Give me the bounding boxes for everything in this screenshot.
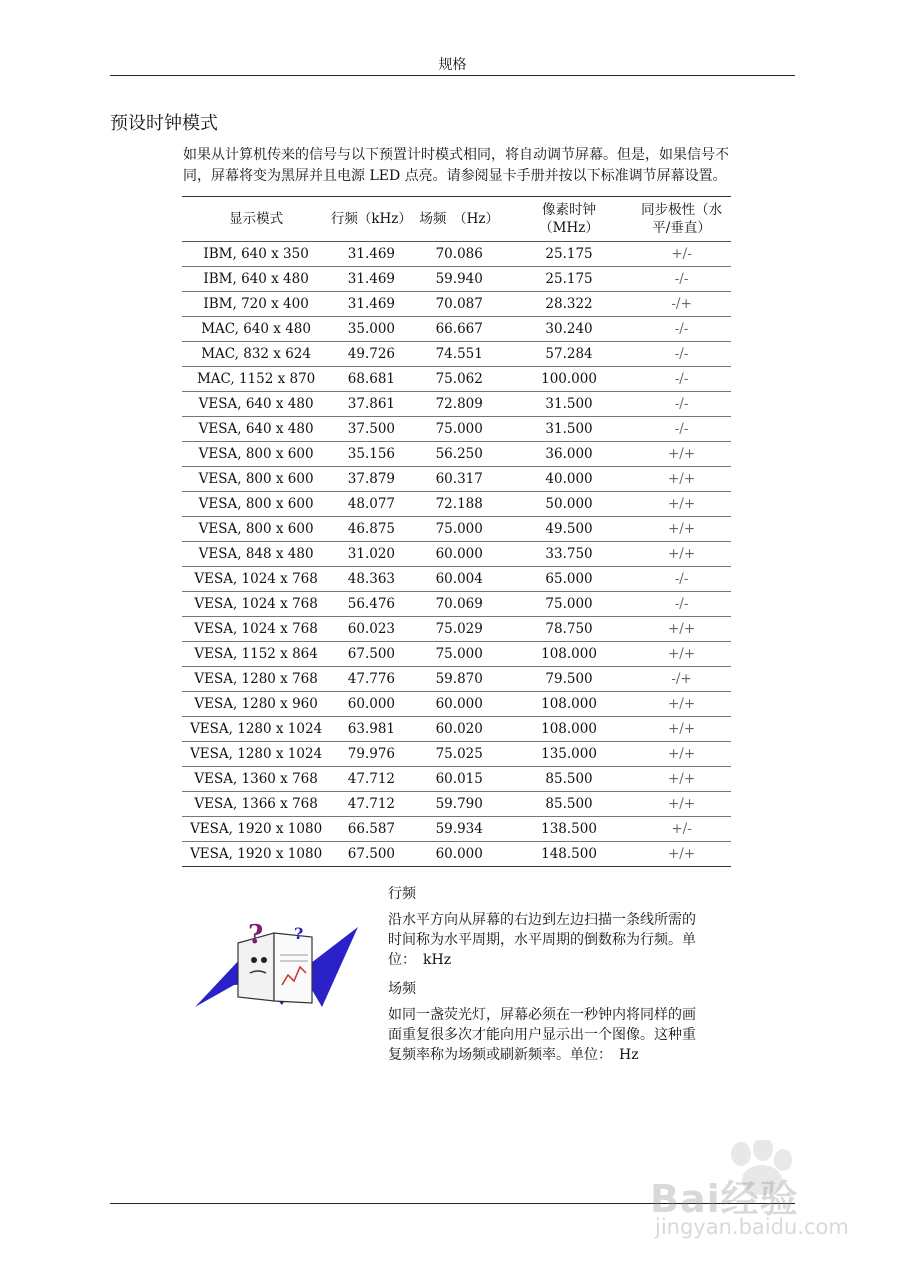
cell-sync: -/-: [632, 342, 731, 367]
hfreq-description: [388, 910, 728, 970]
vfreq-desc-line: 复频率称为场频或刷新频率。单位： Hz: [388, 1047, 639, 1063]
table-row: [182, 367, 731, 392]
cell-pclk: 135.000: [506, 742, 632, 767]
cell-mode: IBM, 720 x 400: [182, 292, 330, 317]
cell-pclk: 30.240: [506, 317, 632, 342]
cell-sync: +/+: [667, 846, 696, 862]
cell-mode: VESA, 848 x 480: [182, 542, 330, 567]
timing-mode-table: [182, 196, 731, 867]
cell-sync: +/-: [632, 817, 731, 842]
cell-vfreq: 60.000: [413, 692, 506, 717]
cell-vfreq: 70.086: [413, 242, 506, 267]
table-row: [182, 767, 731, 792]
cell-hfreq: 47.712: [330, 767, 412, 792]
cell-vfreq: 59.934: [413, 817, 506, 842]
table-row: [182, 442, 731, 467]
cell-pclk: 28.322: [506, 292, 632, 317]
cell-sync: +/+: [632, 492, 731, 517]
cell-vfreq: 72.188: [413, 492, 506, 517]
intro-line: 如果从计算机传来的信号与以下预置计时模式相同，将自动调节屏幕。但是，如果信号不: [183, 147, 729, 163]
cell-pclk: 148.500: [541, 846, 597, 862]
cell-sync: +/+: [632, 792, 731, 817]
col-header-sync-line1: 同步极性（水: [641, 202, 723, 218]
cell-vfreq: 70.069: [413, 592, 506, 617]
cell-hfreq: 35.156: [330, 442, 412, 467]
cell-vfreq: 59.940: [413, 267, 506, 292]
cell-pclk: 31.500: [506, 417, 632, 442]
cell-sync: +/+: [632, 442, 731, 467]
cell-sync: +/+: [632, 717, 731, 742]
table-row: [182, 667, 731, 692]
cell-vfreq: 66.667: [413, 317, 506, 342]
vfreq-term: 场频: [388, 981, 416, 997]
hfreq-term: 行频: [388, 886, 416, 902]
cell-mode: MAC, 640 x 480: [182, 317, 330, 342]
table-row: [182, 642, 731, 667]
cell-pclk: 50.000: [506, 492, 632, 517]
table-header-row: [182, 197, 731, 242]
section-title: 预设时钟模式: [110, 113, 218, 134]
watermark-brand: Bai经验: [650, 1177, 799, 1221]
header-divider: [110, 75, 795, 76]
cell-pclk: 100.000: [506, 367, 632, 392]
cell-hfreq: 31.020: [330, 542, 412, 567]
table-row: [182, 692, 731, 717]
cell-vfreq: 75.029: [413, 617, 506, 642]
cell-sync: -/-: [632, 392, 731, 417]
cell-pclk: 108.000: [506, 717, 632, 742]
cell-vfreq: 59.870: [413, 667, 506, 692]
cell-mode: VESA, 1280 x 768: [182, 667, 330, 692]
table-row: [182, 567, 731, 592]
question-mark-small: ?: [294, 924, 304, 943]
cell-pclk: 57.284: [506, 342, 632, 367]
table-row: [182, 417, 731, 442]
col-header-pclk: [506, 197, 632, 242]
cell-pclk: 85.500: [506, 767, 632, 792]
cell-sync: -/+: [632, 667, 731, 692]
cell-pclk: 40.000: [506, 467, 632, 492]
cell-sync: +/+: [632, 467, 731, 492]
vfreq-description: [388, 1005, 728, 1065]
cell-hfreq: 67.500: [347, 846, 396, 862]
cell-hfreq: 48.363: [330, 567, 412, 592]
col-header-hfreq: 行频（kHz）: [330, 197, 412, 242]
cell-hfreq: 37.861: [330, 392, 412, 417]
table-row: [182, 342, 731, 367]
table-row: [182, 467, 731, 492]
table-row: [182, 842, 731, 867]
cell-pclk: 36.000: [506, 442, 632, 467]
table-row: [182, 267, 731, 292]
cell-mode: MAC, 832 x 624: [182, 342, 330, 367]
table-row: [182, 242, 731, 267]
cell-hfreq: 46.875: [330, 517, 412, 542]
table-row: [182, 817, 731, 842]
cell-pclk: 108.000: [506, 642, 632, 667]
cell-mode: VESA, 800 x 600: [182, 467, 330, 492]
table-row: [182, 517, 731, 542]
cell-mode: VESA, 1024 x 768: [182, 617, 330, 642]
cell-vfreq: 75.000: [413, 417, 506, 442]
cell-pclk: 79.500: [506, 667, 632, 692]
cell-hfreq: 63.981: [330, 717, 412, 742]
cell-mode: VESA, 1920 x 1080: [190, 846, 323, 862]
cell-sync: -/-: [632, 592, 731, 617]
cell-vfreq: 72.809: [413, 392, 506, 417]
cell-vfreq: 75.025: [413, 742, 506, 767]
cell-sync: -/-: [632, 367, 731, 392]
cell-hfreq: 48.077: [330, 492, 412, 517]
cell-sync: +/+: [632, 742, 731, 767]
watermark-url: jingyan.baidu.com: [655, 1215, 849, 1239]
cell-hfreq: 60.000: [330, 692, 412, 717]
table-row: [182, 392, 731, 417]
hfreq-desc-line: 沿水平方向从屏幕的右边到左边扫描一条线所需的: [388, 912, 696, 928]
cell-pclk: 31.500: [506, 392, 632, 417]
cell-mode: VESA, 1024 x 768: [182, 567, 330, 592]
table-row: [182, 492, 731, 517]
cell-pclk: 25.175: [506, 242, 632, 267]
cell-pclk: 138.500: [506, 817, 632, 842]
cell-sync: +/+: [632, 692, 731, 717]
col-header-sync-line2: 平/垂直）: [652, 220, 711, 236]
cell-hfreq: 37.500: [330, 417, 412, 442]
cell-mode: IBM, 640 x 480: [182, 267, 330, 292]
cell-pclk: 33.750: [506, 542, 632, 567]
cell-vfreq: 56.250: [413, 442, 506, 467]
vfreq-desc-line: 面重复很多次才能向用户显示出一个图像。这种重: [388, 1027, 696, 1043]
cell-sync: +/+: [632, 517, 731, 542]
cell-vfreq: 60.015: [413, 767, 506, 792]
cell-sync: +/+: [632, 617, 731, 642]
cell-hfreq: 66.587: [330, 817, 412, 842]
cell-mode: VESA, 1280 x 1024: [182, 717, 330, 742]
cell-pclk: 49.500: [506, 517, 632, 542]
cell-vfreq: 60.020: [413, 717, 506, 742]
confused-book-icon: [190, 915, 365, 1015]
cell-sync: -/-: [632, 417, 731, 442]
col-header-mode: 显示模式: [182, 197, 330, 242]
hfreq-desc-line: 时间称为水平周期，水平周期的倒数称为行频。单: [388, 932, 696, 948]
cell-sync: +/-: [632, 242, 731, 267]
cell-pclk: 65.000: [506, 567, 632, 592]
page-header: 规格: [438, 57, 467, 73]
cell-sync: -/-: [632, 267, 731, 292]
cell-mode: VESA, 1280 x 1024: [182, 742, 330, 767]
table-row: [182, 717, 731, 742]
table-row: [182, 317, 731, 342]
cell-vfreq: 60.000: [435, 846, 483, 862]
cell-mode: VESA, 800 x 600: [182, 517, 330, 542]
cell-pclk: 78.750: [506, 617, 632, 642]
cell-pclk: 75.000: [506, 592, 632, 617]
cell-vfreq: 75.062: [413, 367, 506, 392]
vfreq-desc-line: 如同一盏荧光灯，屏幕必须在一秒钟内将同样的画: [388, 1007, 696, 1023]
cell-sync: +/+: [632, 542, 731, 567]
definitions: [388, 884, 728, 1074]
cell-hfreq: 31.469: [330, 292, 412, 317]
cell-hfreq: 47.776: [330, 667, 412, 692]
intro-line: 同，屏幕将变为黑屏并且电源 LED 点亮。请参阅显卡手册并按以下标准调节屏幕设置。: [183, 168, 727, 184]
col-header-pclk-line1: 像素时钟: [542, 202, 597, 218]
intro-paragraph: [183, 145, 783, 187]
cell-vfreq: 60.000: [413, 542, 506, 567]
cell-mode: VESA, 640 x 480: [182, 392, 330, 417]
col-header-pclk-line2: （MHz）: [539, 220, 599, 236]
cell-sync: -/-: [632, 567, 731, 592]
cell-mode: VESA, 1024 x 768: [182, 592, 330, 617]
cell-hfreq: 49.726: [330, 342, 412, 367]
cell-mode: VESA, 800 x 600: [182, 442, 330, 467]
table-row: [182, 592, 731, 617]
cell-mode: VESA, 1360 x 768: [182, 767, 330, 792]
hfreq-desc-line: 位： kHz: [388, 952, 452, 968]
cell-vfreq: 59.790: [413, 792, 506, 817]
cell-vfreq: 74.551: [413, 342, 506, 367]
cell-hfreq: 68.681: [330, 367, 412, 392]
table-row: [182, 617, 731, 642]
cell-vfreq: 75.000: [413, 642, 506, 667]
cell-vfreq: 75.000: [413, 517, 506, 542]
table-row: [182, 792, 731, 817]
cell-pclk: 25.175: [506, 267, 632, 292]
cell-hfreq: 79.976: [330, 742, 412, 767]
cell-vfreq: 60.004: [413, 567, 506, 592]
question-mark-large: ?: [248, 920, 264, 950]
cell-mode: VESA, 1280 x 960: [182, 692, 330, 717]
cell-pclk: 108.000: [506, 692, 632, 717]
cell-sync: -/+: [632, 292, 731, 317]
cell-mode: VESA, 1152 x 864: [182, 642, 330, 667]
cell-sync: -/-: [632, 317, 731, 342]
table-body: [182, 242, 731, 867]
col-header-sync: [632, 197, 731, 242]
cell-hfreq: 31.469: [330, 242, 412, 267]
cell-vfreq: 60.317: [413, 467, 506, 492]
cell-mode: VESA, 1366 x 768: [182, 792, 330, 817]
cell-mode: VESA, 640 x 480: [182, 417, 330, 442]
cell-vfreq: 70.087: [413, 292, 506, 317]
cell-sync: +/+: [632, 767, 731, 792]
table-row: [182, 292, 731, 317]
cell-mode: IBM, 640 x 350: [182, 242, 330, 267]
cell-hfreq: 47.712: [330, 792, 412, 817]
cell-hfreq: 31.469: [330, 267, 412, 292]
col-header-vfreq: 场频 （Hz）: [413, 197, 506, 242]
table-row: [182, 542, 731, 567]
cell-sync: +/+: [632, 642, 731, 667]
cell-pclk: 85.500: [506, 792, 632, 817]
cell-hfreq: 67.500: [330, 642, 412, 667]
cell-mode: VESA, 800 x 600: [182, 492, 330, 517]
cell-hfreq: 35.000: [330, 317, 412, 342]
cell-hfreq: 56.476: [330, 592, 412, 617]
cell-mode: MAC, 1152 x 870: [182, 367, 330, 392]
cell-mode: VESA, 1920 x 1080: [182, 817, 330, 842]
table-row: [182, 742, 731, 767]
cell-hfreq: 60.023: [330, 617, 412, 642]
cell-hfreq: 37.879: [330, 467, 412, 492]
